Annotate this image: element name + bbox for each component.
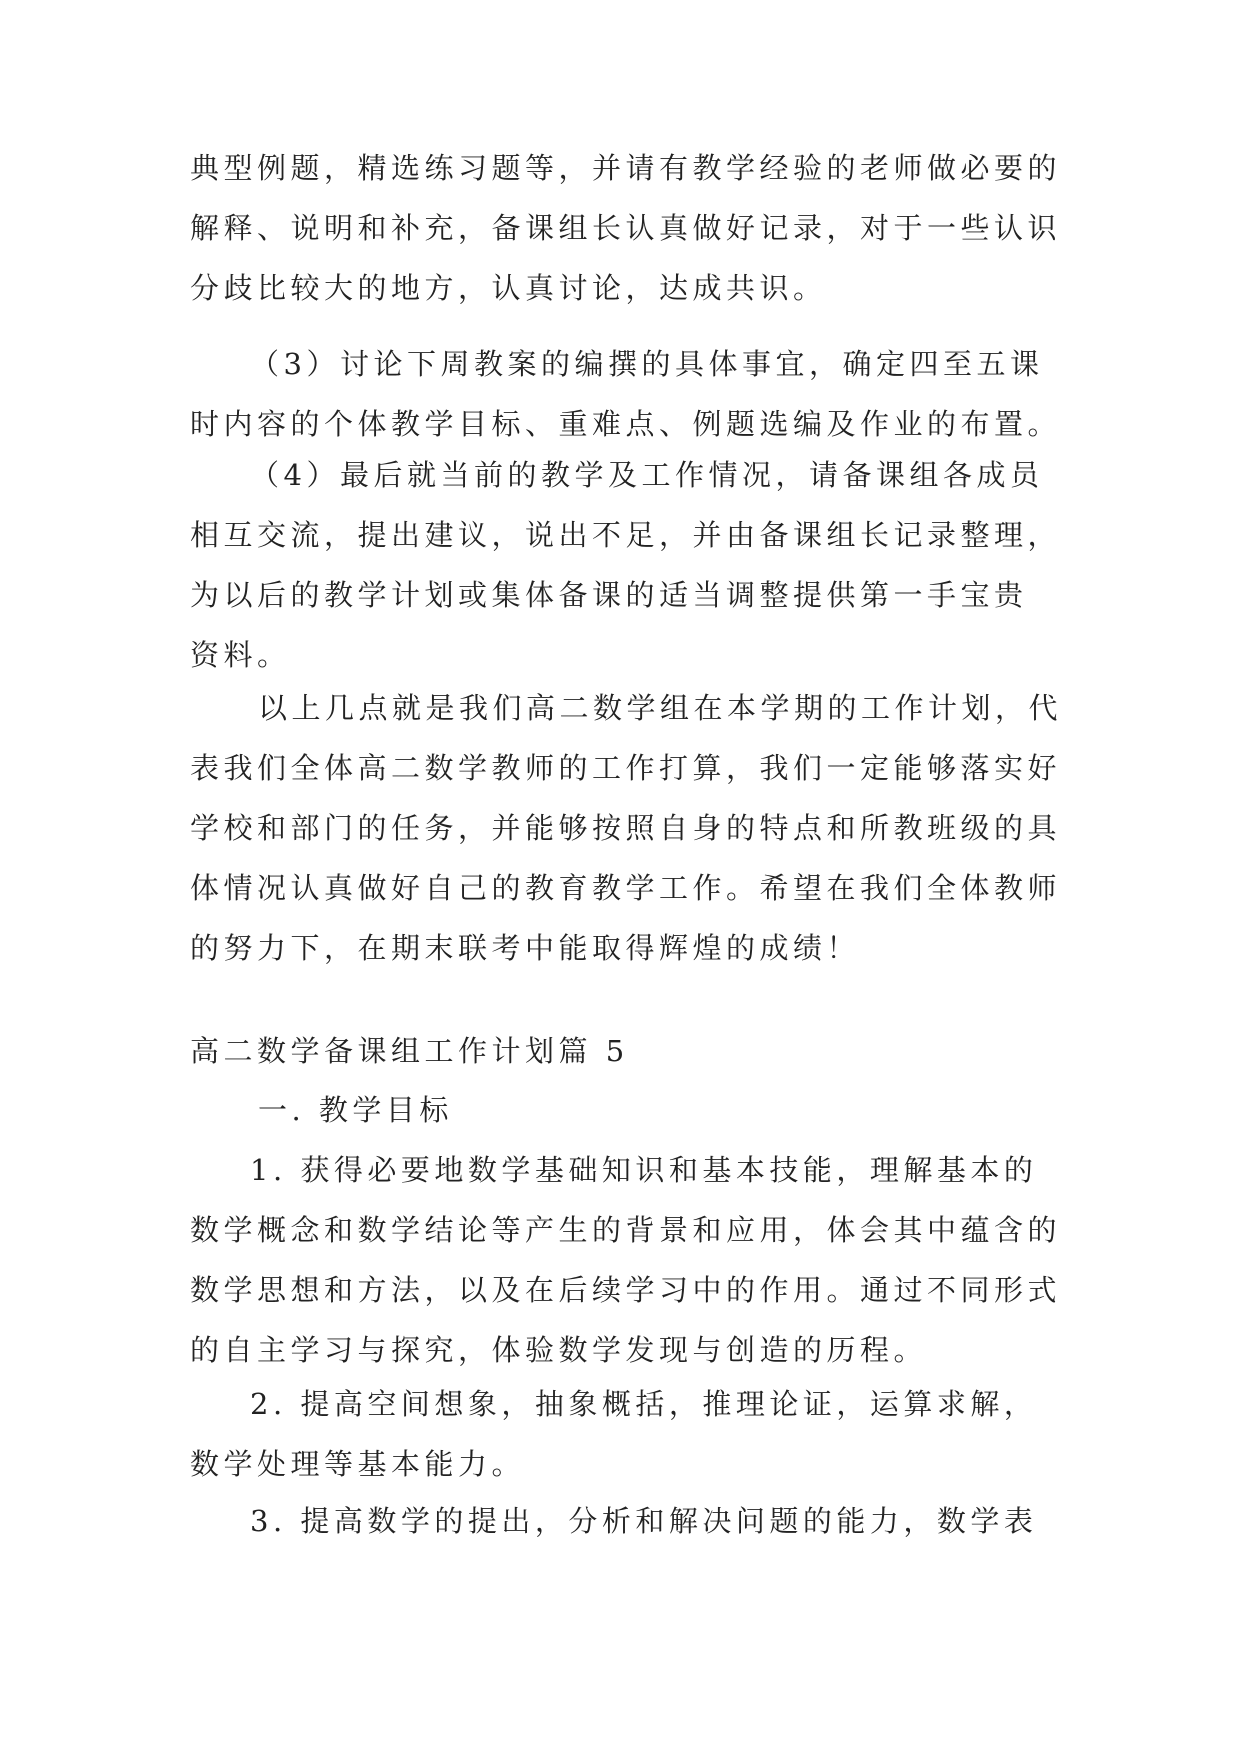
paragraph-line: 体情况认真做好自己的教育教学工作。希望在我们全体教师 xyxy=(190,871,1062,905)
paragraph-line: 相互交流，提出建议，说出不足，并由备课组长记录整理， xyxy=(190,518,1062,552)
paragraph-line: 1. 获得必要地数学基础知识和基本技能，理解基本的 xyxy=(250,1153,1038,1187)
paragraph-line: 3. 提高数学的提出，分析和解决问题的能力，数学表 xyxy=(250,1504,1038,1538)
paragraph-line: 以上几点就是我们高二数学组在本学期的工作计划，代 xyxy=(258,691,1063,725)
paragraph-line: 数学思想和方法，以及在后续学习中的作用。通过不同形式 xyxy=(190,1273,1062,1307)
paragraph-line: （3）讨论下周教案的编撰的具体事宜，确定四至五课 xyxy=(250,347,1044,381)
paragraph-line: 数学处理等基本能力。 xyxy=(190,1447,526,1481)
paragraph-line: 的努力下，在期末联考中能取得辉煌的成绩！ xyxy=(190,931,861,965)
paragraph-line: 典型例题，精选练习题等，并请有教学经验的老师做必要的 xyxy=(190,151,1062,185)
paragraph-line: 2. 提高空间想象，抽象概括，推理论证，运算求解， xyxy=(250,1387,1038,1421)
paragraph-item-3 xyxy=(190,334,1060,454)
paragraph-line: （4）最后就当前的教学及工作情况，请备课组各成员 xyxy=(250,458,1044,492)
paragraph-conclusion xyxy=(190,678,1063,978)
paragraph-continuation xyxy=(190,138,1060,318)
section-title: 高二数学备课组工作计划篇 5 xyxy=(190,1034,629,1068)
section-title-block xyxy=(190,1021,1060,1081)
paragraph-line: 表我们全体高二数学教师的工作打算，我们一定能够落实好 xyxy=(190,751,1062,785)
paragraph-line: 数学概念和数学结论等产生的背景和应用，体会其中蕴含的 xyxy=(190,1213,1062,1247)
paragraph-line: 分歧比较大的地方，认真讨论，达成共识。 xyxy=(190,271,827,305)
objective-item-2 xyxy=(190,1374,1060,1494)
paragraph-line: 资料。 xyxy=(190,638,291,672)
paragraph-line: 的自主学习与探究，体验数学发现与创造的历程。 xyxy=(190,1333,928,1367)
paragraph-line: 时内容的个体教学目标、重难点、例题选编及作业的布置。 xyxy=(190,407,1062,441)
paragraph-line: 学校和部门的任务，并能够按照自身的特点和所教班级的具 xyxy=(190,811,1062,845)
subheading-block xyxy=(190,1080,1060,1140)
paragraph-line: 为以后的教学计划或集体备课的适当调整提供第一手宝贵 xyxy=(190,578,1028,612)
paragraph-line: 解释、说明和补充，备课组长认真做好记录，对于一些认识 xyxy=(190,211,1062,245)
objective-item-3 xyxy=(190,1491,1060,1551)
subheading: 一. 教学目标 xyxy=(258,1093,453,1127)
paragraph-item-4 xyxy=(190,445,1060,685)
objective-item-1 xyxy=(190,1140,1060,1380)
